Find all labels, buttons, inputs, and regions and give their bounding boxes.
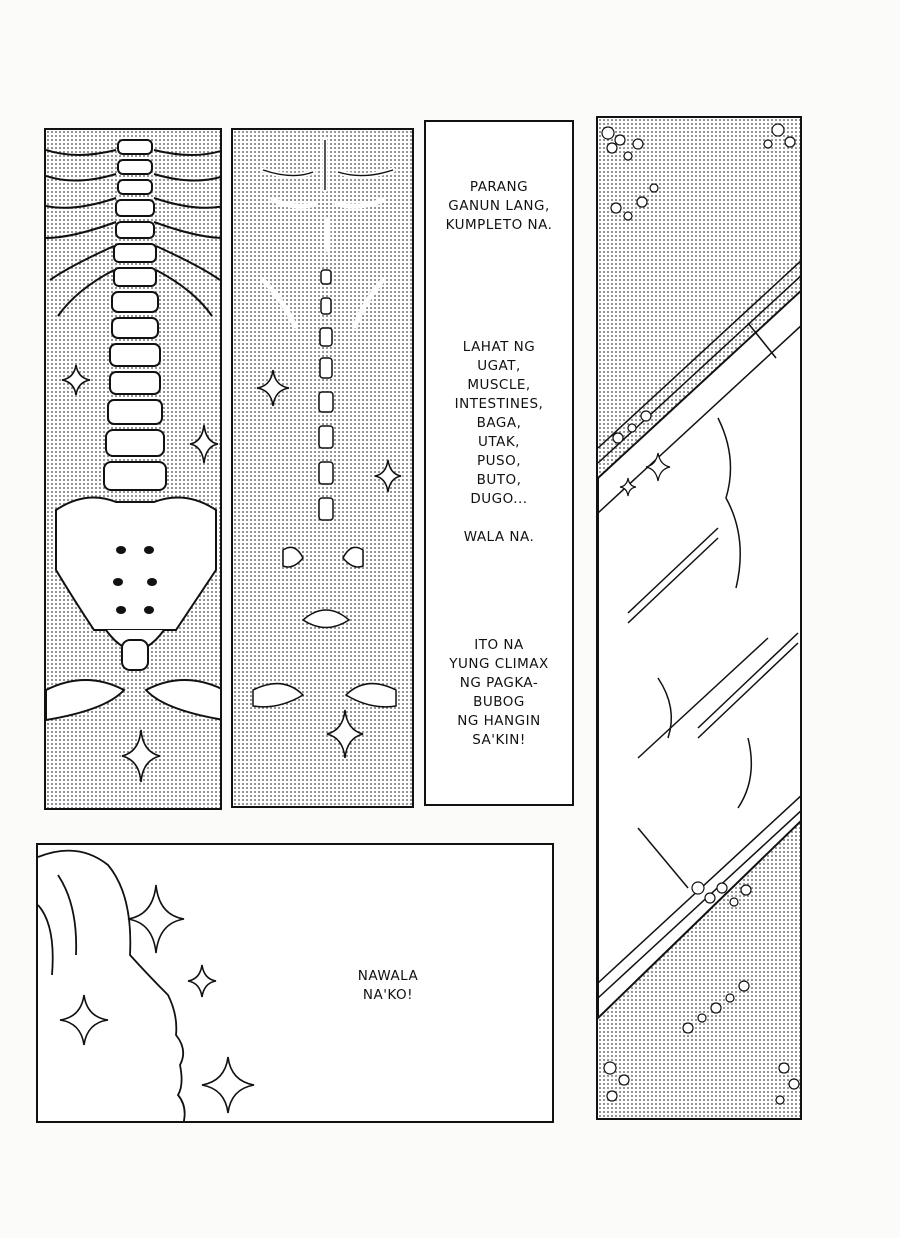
skeleton-illustration: [46, 130, 222, 810]
caption-climax: ITO NA YUNG CLIMAX NG PAGKA- BUBOG NG HANGIN SA'KIN!: [449, 637, 549, 748]
caption-lahat: LAHAT NG UGAT, MUSCLE, INTESTINES, BAGA, UTAK, PUSO, BUTO, DUGO... WALA NA.: [426, 338, 572, 547]
panel-narration: [424, 120, 574, 806]
fading-skeleton-illustration: [233, 130, 414, 808]
character-profile-illustration: [38, 845, 554, 1123]
panel-character: [36, 843, 554, 1123]
panel-fading-skeleton: [231, 128, 414, 808]
caption-wala-na: WALA NA.: [463, 529, 535, 545]
caption-nawala: NAWALA NA'KO!: [357, 968, 419, 1003]
caption-kumpleto: PARANG GANUN LANG, KUMPLETO NA.: [445, 179, 553, 233]
glass-shatter-illustration: [598, 118, 802, 1120]
panel-skeleton: [44, 128, 222, 810]
panel-diagonal-glass: [596, 116, 802, 1120]
